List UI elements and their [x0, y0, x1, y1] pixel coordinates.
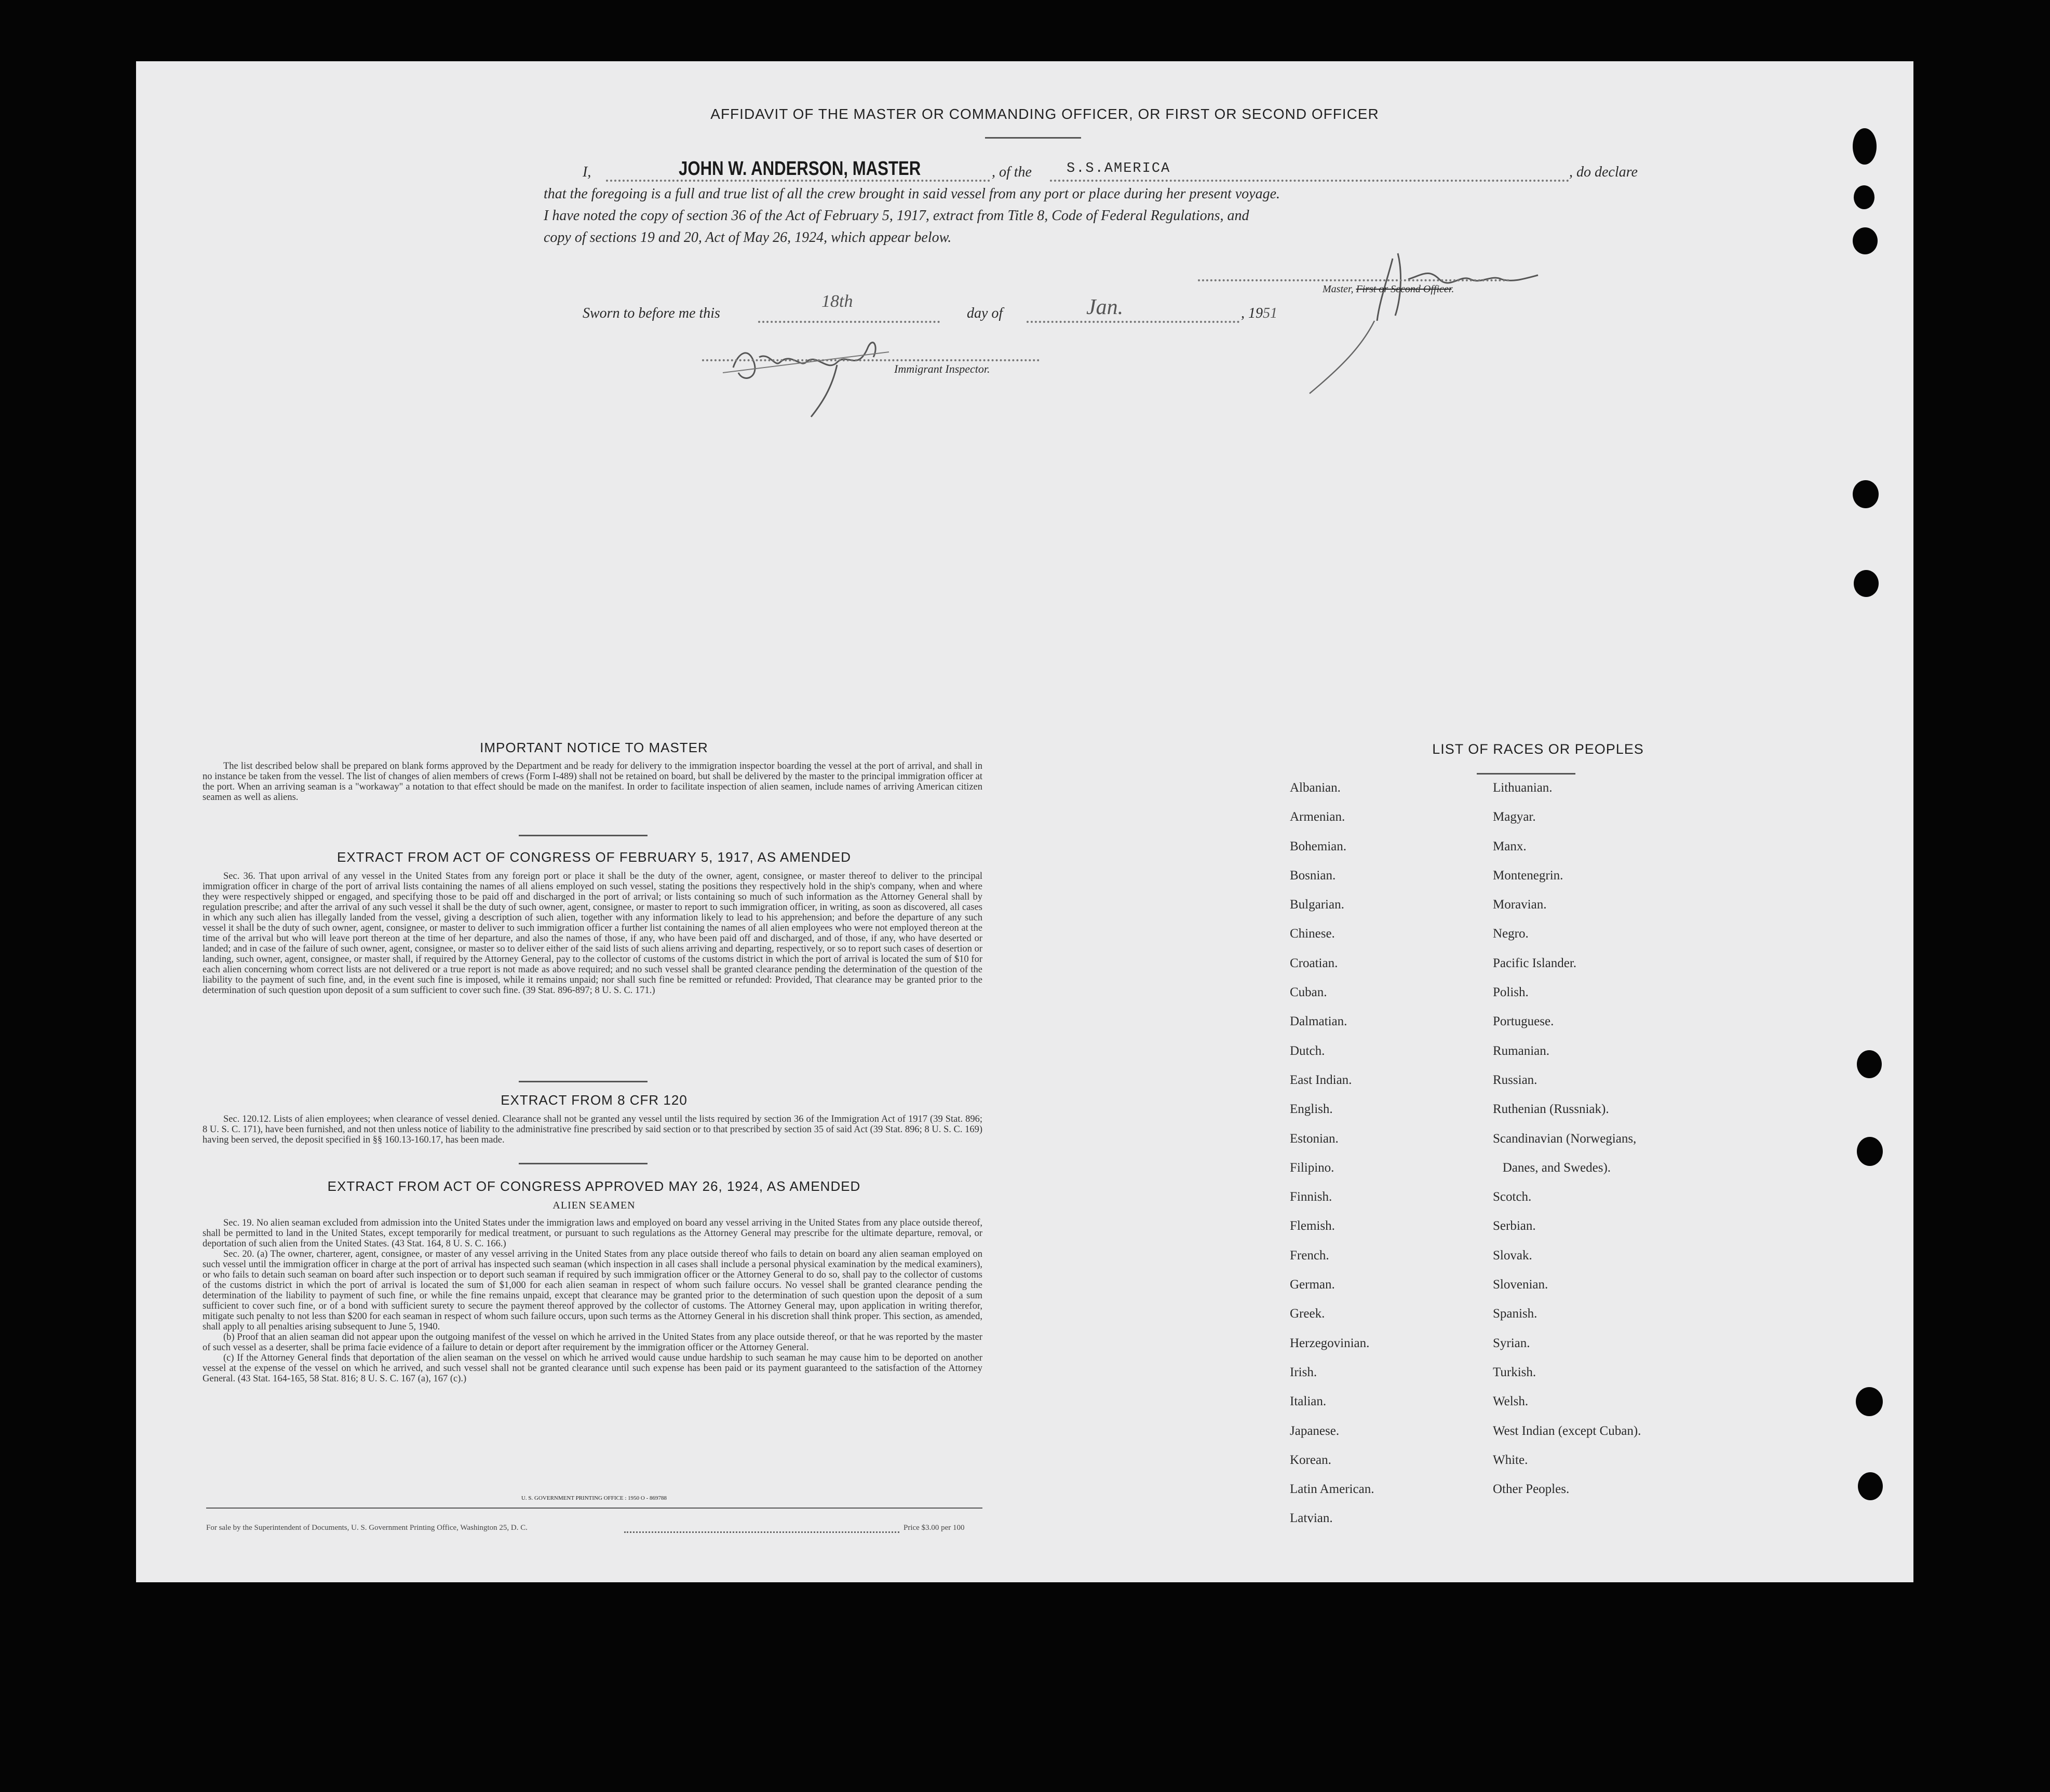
race-item: Other Peoples.: [1493, 1482, 1570, 1497]
punch-hole: [1856, 1387, 1883, 1416]
extract-1917-rule: [519, 1081, 648, 1082]
race-item: Scandinavian (Norwegians, Danes, and Swedes).: [1493, 1131, 1637, 1175]
master-signature: [1268, 243, 1559, 404]
struck-officer-text: First or Second Officer: [1356, 283, 1452, 295]
race-item: Scotch.: [1493, 1190, 1532, 1204]
race-item: Lithuanian.: [1493, 781, 1553, 795]
footer-sale-text: For sale by the Superintendent of Documents, U. S. Government Printing Office, Washington 25, D. C.: [206, 1524, 528, 1532]
day-of-label: day of: [967, 305, 1003, 321]
sworn-day: 18th: [821, 292, 853, 311]
race-item: West Indian (except Cuban).: [1493, 1423, 1641, 1438]
inspector-caption: Immigrant Inspector.: [894, 362, 990, 375]
race-item: Turkish.: [1493, 1365, 1536, 1379]
race-item: German.: [1290, 1278, 1335, 1292]
race-item: Italian.: [1290, 1394, 1327, 1409]
race-item: Magyar.: [1493, 810, 1536, 824]
race-item: Portuguese.: [1493, 1014, 1554, 1029]
race-item: Polish.: [1493, 985, 1529, 1000]
extract-1917-body: Sec. 36. That upon arrival of any vessel in the United States from any foreign port or place it shall be the duty of the owner, agent, consignee, or master thereof to deliver to the principal immigration officer in charge of the port of arrival lists containing the names of all aliens employed on such vessel, stating the positions they respectively hold in the ship's company, when and where they were respectively shipped or engaged, and specifying those to be paid off and discharged in the port of arrival; or lists containing so much of such information as the Attorney General shall by regulation prescribe; and after the arrival of any such vessel it shall be the duty of such owner, agent, consignee, or master to report to such immigration officer, in writing, as soon as discovered, all cases in which any such alien has illegally landed from the vessel, giving a description of such alien, together with any information likely to lead to his apprehension; and before the departure of any such vessel it shall be the duty of such owner, agent, consignee, or master to deliver to such immigration officer a further list containing the names of all alien employees who were not employed thereon at the time of the arrival but who will leave port thereon at the time of her departure, and also the names of those, if any, who have been paid off and discharged, and of those, if any, who have deserted or landed; and in case of the failure of such owner, agent, consignee, or master so to deliver either of the said lists of such aliens arriving and departing, respectively, or so to report such cases of desertion or landing, such owner, agent, consignee, or master shall, if required by the Attorney General, pay to the collector of customs of the customs district in which the port of arrival is located the sum of $10 for each alien concerning whom correct lists are not delivered or a true report is not made as above required; and no such vessel shall be granted clearance pending the determination of the question of the liability to the payment of such fine, and, in the event such fine is imposed, while it remains unpaid; nor shall such fine be remitted or refunded: Provided, That clearance may be granted prior to the determination of such question upon deposit of a sum sufficient to cover such fine. (39 Stat. 896-897; 8 U. S. C. 171.): [203, 871, 982, 996]
punch-hole: [1854, 570, 1879, 597]
race-item: Negro.: [1493, 927, 1529, 941]
section-20c: (c) If the Attorney General finds that deportation of the alien seaman on the vessel on which he arrived would cause undue hardship to such seaman he may cause him to be deported on another vessel at the expense of the vessel on which he arrived, and such vessel shall not be granted clearance until such expense has been paid or its payment guaranteed to the satisfaction of the Attorney General. (43 Stat. 164-165, 58 Stat. 816; 8 U. S. C. 167 (a), 167 (c).): [203, 1353, 982, 1384]
punch-hole: [1857, 1050, 1882, 1078]
races-column-2: [1493, 773, 1641, 1504]
race-item: Slovenian.: [1493, 1278, 1548, 1292]
affidavit-title: AFFIDAVIT OF THE MASTER OR COMMANDING OFFICER, OR FIRST OR SECOND OFFICER: [710, 106, 1379, 122]
race-item: White.: [1493, 1452, 1528, 1467]
race-item: Dutch.: [1290, 1043, 1325, 1058]
year-suffix: 51: [1263, 305, 1277, 321]
printing-office-note: U. S. GOVERNMENT PRINTING OFFICE : 1950 O - 869788: [521, 1495, 667, 1501]
notice-rule: [519, 835, 648, 836]
race-item: Latvian.: [1290, 1511, 1333, 1526]
document-sheet: [136, 61, 1913, 1582]
race-item: Armenian.: [1290, 810, 1345, 824]
race-item: Syrian.: [1493, 1336, 1530, 1350]
race-item: Bulgarian.: [1290, 898, 1344, 912]
extract-1917-title: EXTRACT FROM ACT OF CONGRESS OF FEBRUARY 5, 1917, AS AMENDED: [337, 849, 851, 865]
race-item: Ruthenian (Russniak).: [1493, 1102, 1609, 1117]
race-item: Filipino.: [1290, 1160, 1334, 1175]
race-item: Chinese.: [1290, 927, 1335, 941]
punch-hole: [1854, 185, 1874, 209]
do-declare-label: , do declare: [1569, 164, 1638, 180]
race-item: Estonian.: [1290, 1131, 1339, 1146]
race-item: Russian.: [1493, 1073, 1538, 1087]
race-item: Serbian.: [1493, 1219, 1536, 1233]
punch-hole: [1858, 1472, 1883, 1500]
affidavit-line-4: copy of sections 19 and 20, Act of May 26, 1924, which appear below.: [544, 229, 952, 246]
races-column-1: [1290, 773, 1374, 1533]
master-name: JOHN W. ANDERSON, MASTER: [679, 158, 921, 180]
race-item: Spanish.: [1493, 1307, 1538, 1321]
notice-title: IMPORTANT NOTICE TO MASTER: [480, 740, 708, 755]
extract-1924-title: EXTRACT FROM ACT OF CONGRESS APPROVED MAY 26, 1924, AS AMENDED: [327, 1178, 861, 1194]
race-item: English.: [1290, 1102, 1333, 1117]
race-item: Moravian.: [1493, 898, 1547, 912]
races-title: LIST OF RACES OR PEOPLES: [1432, 741, 1644, 757]
race-item: Herzegovinian.: [1290, 1336, 1370, 1350]
race-item: Albanian.: [1290, 781, 1341, 795]
punch-hole: [1853, 480, 1879, 508]
sworn-year: , 1951: [1241, 305, 1277, 321]
of-the-label: , of the: [992, 164, 1032, 180]
cfr-title: EXTRACT FROM 8 CFR 120: [501, 1092, 687, 1108]
race-item: Finnish.: [1290, 1190, 1332, 1204]
race-item: Croatian.: [1290, 956, 1338, 970]
affidavit-title-rule: [985, 137, 1081, 139]
race-item: Irish.: [1290, 1365, 1317, 1379]
section-19: Sec. 19. No alien seaman excluded from admission into the United States under the immigration laws and employed on board any vessel arriving in the United States from any place outside thereof, shall be permitted to land in the United States, except temporarily for medical treatment, or pursuant to such regulations as the Attorney General may prescribe for the ultimate departure, removal, or deportation of such alien from the United States. (43 Stat. 164, 8 U. S. C. 166.): [203, 1218, 982, 1249]
cfr-rule: [519, 1163, 648, 1164]
punch-hole: [1853, 128, 1877, 165]
race-item: Latin American.: [1290, 1482, 1374, 1497]
footer-rule: [206, 1508, 982, 1509]
cfr-body: Sec. 120.12. Lists of alien employees; when clearance of vessel denied. Clearance shall not be granted any vessel until the lists required by section 36 of the Immigration Act of 1917 (39 Stat. 896; 8 U. S. C. 171), have been furnished, and not then unless notice of liability to the administrative fine prescribed by said section or to that prescribed by section 35 of said Act (39 Stat. 896; 8 U. S. C. 169) having been served, the deposit specified in §§ 160.13-160.17, has been made.: [203, 1114, 982, 1145]
punch-hole: [1857, 1137, 1883, 1166]
affidavit-line-3: I have noted the copy of section 36 of the Act of February 5, 1917, extract from Title 8, Code of Federal Regulations, and: [544, 208, 1249, 224]
section-20b: (b) Proof that an alien seaman did not appear upon the outgoing manifest of the vessel on which he arrived in the United States from any place outside thereof, or that he was reported by the master of such vessel as a deserter, shall be prima facie evidence of a failure to detain or deport after requirement by the immigration officer or the Attorney General.: [203, 1332, 982, 1353]
race-item: Cuban.: [1290, 985, 1327, 1000]
race-item: Japanese.: [1290, 1423, 1340, 1438]
race-item: Bosnian.: [1290, 868, 1336, 883]
race-item: French.: [1290, 1248, 1329, 1262]
race-item: Korean.: [1290, 1452, 1331, 1467]
race-item: East Indian.: [1290, 1073, 1352, 1087]
punch-hole: [1853, 227, 1878, 254]
affidavit-pronoun: I,: [583, 164, 591, 180]
master-title-caption: Master, First or Second Officer.: [1323, 283, 1454, 295]
race-item: Rumanian.: [1493, 1043, 1550, 1058]
extract-1924-body: [203, 1218, 982, 1384]
race-item: Welsh.: [1493, 1394, 1529, 1409]
race-item: Dalmatian.: [1290, 1014, 1347, 1029]
race-item: Pacific Islander.: [1493, 956, 1577, 970]
footer-price-text: Price $3.00 per 100: [903, 1524, 965, 1532]
race-item: Montenegrin.: [1493, 868, 1563, 883]
race-item: Bohemian.: [1290, 839, 1347, 853]
vessel-name: S.S.AMERICA: [1067, 161, 1171, 177]
alien-seamen-subtitle: ALIEN SEAMEN: [552, 1200, 636, 1211]
race-item: Manx.: [1493, 839, 1527, 853]
notice-body: The list described below shall be prepared on blank forms approved by the Department and be ready for delivery to the immigration inspector boarding the vessel at the port of arrival, and shall in no instance be taken from the vessel. The list of changes of alien members of crews (Form I-489) shall not be retained on board, but shall be delivered by the master to the principal immigration officer at the port. When an arriving seaman is a "workaway" a notation to that effect should be made on the manifest. In order to facilitate inspection of alien seamen, include names of arriving American citizen seamen as well as aliens.: [203, 761, 982, 803]
race-item: Flemish.: [1290, 1219, 1335, 1233]
race-item: Slovak.: [1493, 1248, 1532, 1262]
sworn-month: Jan.: [1086, 295, 1124, 319]
section-20a: Sec. 20. (a) The owner, charterer, agent, consignee, or master of any vessel arriving in the United States from any place outside thereof who fails to detain on board any alien seaman employed on such vessel until the immigration officer in charge at the port of arrival has inspected such seaman (which inspection in all cases shall include a personal physical examination by the medical examiners), or who fails to detain such seaman on board after such inspection or to deport such seaman if required by such immigration officer or the Attorney General to do so, shall pay to the collector of customs of the customs district in which the port of arrival is located the sum of $1,000 for each alien seaman in respect of whom such failure occurs. No vessel shall be granted clearance pending the determination of the liability to payment of such fine, or while the fine remains unpaid, except that clearance may be granted prior to the determination of such question upon the deposit of a sum sufficient to cover such fine, or of a bond with sufficient surety to secure the payment thereof approved by the collector of customs. The Attorney General may, upon application in writing therefor, mitigate such penalty to not less than $200 for each seaman in respect of whom such failure occurs, upon such terms as the Attorney General in his discretion shall think proper. This section, as amended, shall apply to all penalties arising subsequent to June 5, 1940.: [203, 1249, 982, 1332]
affidavit-line-2: that the foregoing is a full and true list of all the crew brought in said vessel from any port or place during her present voyage.: [544, 186, 1280, 202]
sworn-text: Sworn to before me this: [583, 305, 720, 321]
race-item: Greek.: [1290, 1307, 1325, 1321]
